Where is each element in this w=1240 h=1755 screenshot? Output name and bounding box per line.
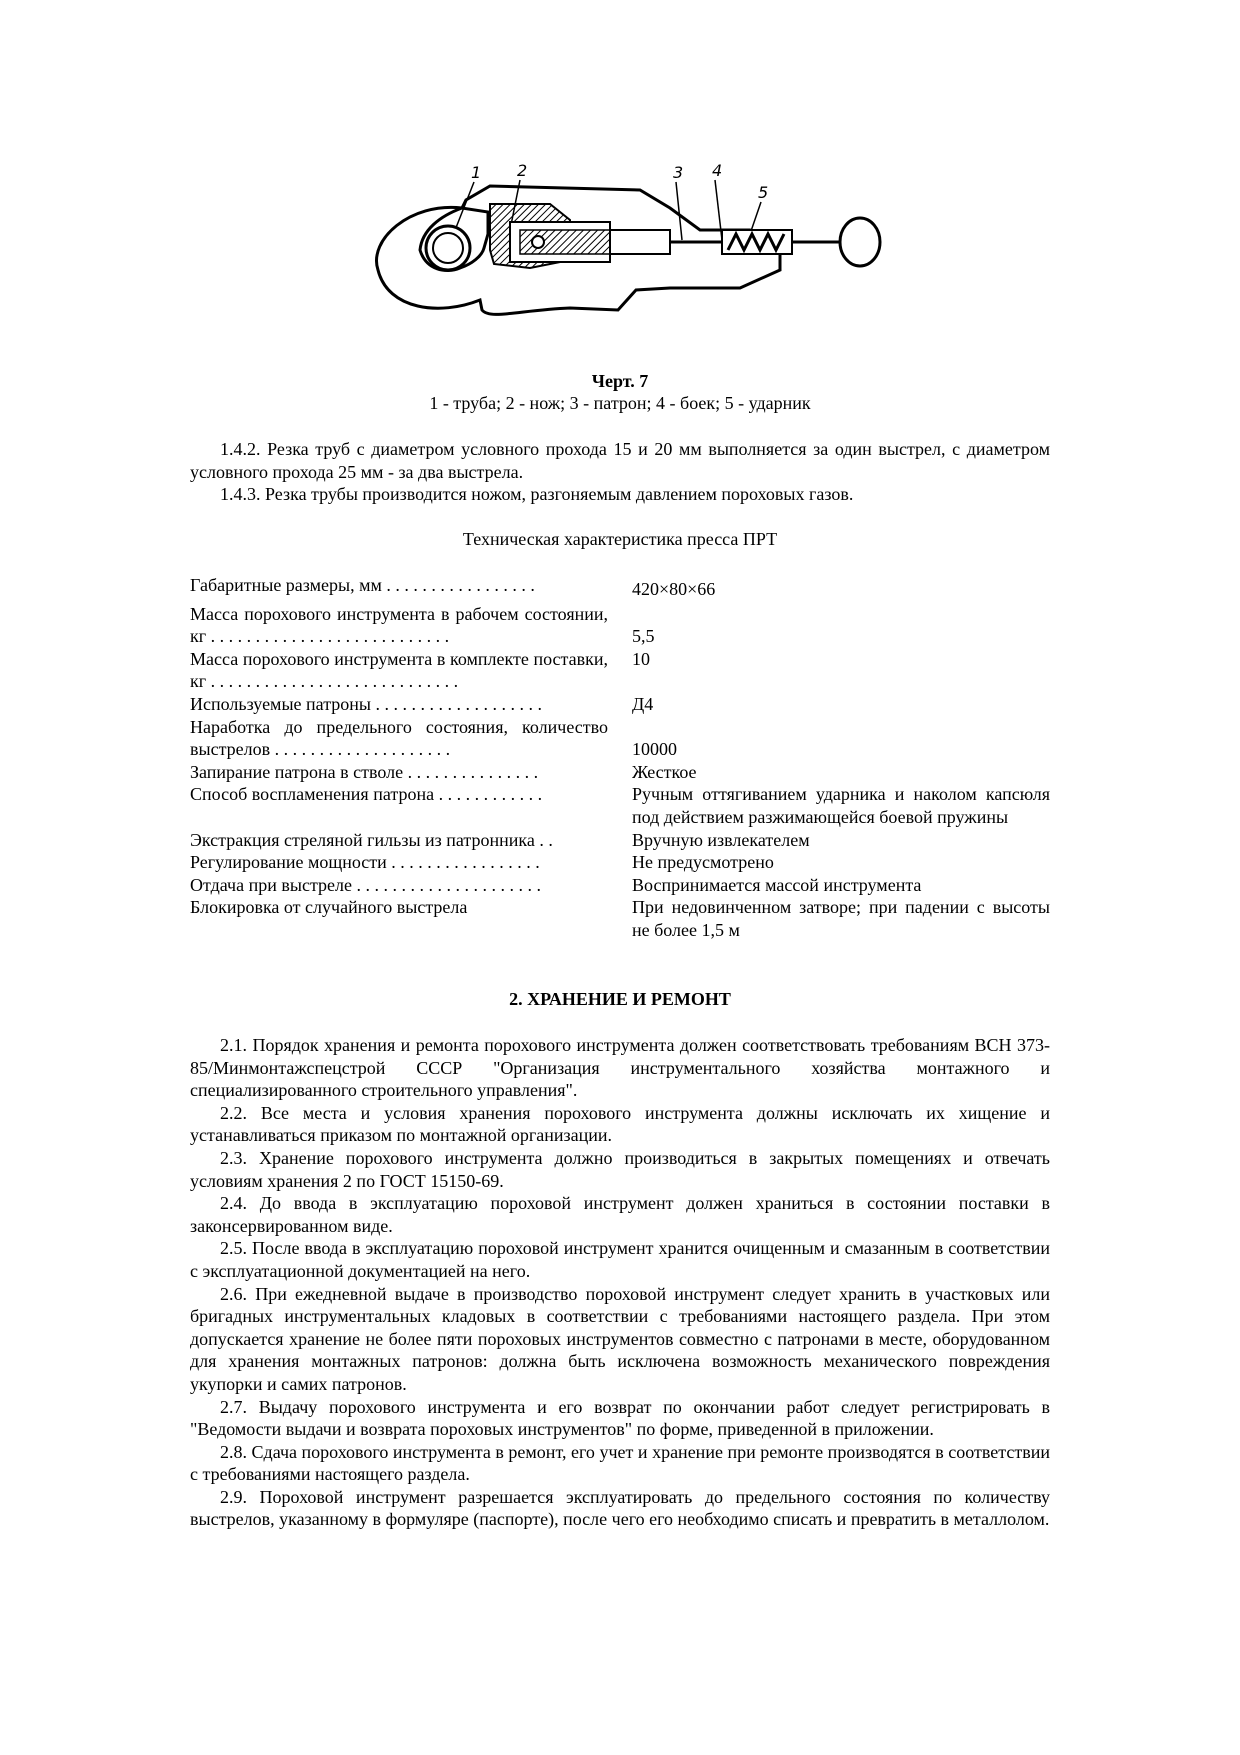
spec-label: Используемые патроны . . . . . . . . . . . . . . . . . . .	[190, 693, 543, 714]
spec-value: Ручным оттягиванием ударника и наколом капсюля под действием разжимающейся боевой пружины	[632, 784, 1050, 827]
spec-value: Жесткое	[632, 761, 697, 782]
callout-4: 4	[712, 161, 723, 180]
spec-label: Регулирование мощности . . . . . . . . . . . . . . . . .	[190, 852, 540, 873]
spec-row	[190, 761, 1050, 784]
spec-row	[190, 829, 1050, 852]
spec-row	[190, 603, 1050, 648]
figure-title: Черт. 7	[591, 371, 649, 391]
pipe-inner-circle	[433, 233, 463, 263]
spec-row	[190, 874, 1050, 897]
spec-row	[190, 693, 1050, 716]
spec-label: Способ воспламенения патрона . . . . . . . . . . . .	[190, 784, 543, 805]
spec-row	[190, 783, 1050, 828]
spec-label: Экстракция стреляной гильзы из патронника . .	[190, 829, 553, 850]
cartridge-shape	[610, 230, 670, 254]
spec-label: Запирание патрона в стволе . . . . . . . . . . . . . . .	[190, 761, 539, 782]
callout-3: 3	[673, 163, 684, 182]
paragraph-2-3: 2.3. Хранение порохового инструмента должно производиться в закрытых помещениях и отвечать условиям хранения 2 по ГОСТ 15150-69.	[190, 1147, 1050, 1191]
paragraph-2-7: 2.7. Выдачу порохового инструмента и его возврат по окончании работ следует регистрировать в "Ведомости выдачи и возврата пороховых инструментов" по форме, приведенной в приложении.	[190, 1396, 1050, 1440]
press-drawing	[370, 160, 910, 350]
barrel-bolt	[532, 236, 544, 248]
paragraph-2-2: 2.2. Все места и условия хранения порохового инструмента должны исключать их хищение и устанавливаться приказом по монтажной организации.	[190, 1102, 1050, 1146]
spec-label: Наработка до предельного состояния, количество выстрелов . . . . . . . . . . . . . . . . . . . .	[190, 716, 608, 760]
spec-row	[190, 716, 1050, 761]
spec-label: Отдача при выстреле . . . . . . . . . . . . . . . . . . . . .	[190, 874, 541, 895]
spec-row	[190, 574, 1050, 601]
spec-value: Вручную извлекателем	[632, 829, 810, 850]
spec-value: Не предусмотрено	[632, 852, 774, 873]
spec-row	[190, 896, 1050, 941]
paragraph-2-8: 2.8. Сдача порохового инструмента в ремонт, его учет и хранение при ремонте производятся в соответствии с требованиями настоящего раздела.	[190, 1441, 1050, 1485]
spec-value: 10	[632, 648, 650, 669]
spec-value: 10000	[632, 739, 677, 760]
spec-label: Масса порохового инструмента в рабочем состоянии, кг . . . . . . . . . . . . . . . . . . . . . . . . . . .	[190, 603, 608, 647]
spec-value: Д4	[632, 693, 654, 714]
spec-label: Масса порохового инструмента в комплекте поставки, кг . . . . . . . . . . . . . . . . . . . . . . . . . . . .	[190, 648, 608, 692]
spec-value: Воспринимается массой инструмента	[632, 874, 922, 895]
striker-knob	[840, 218, 880, 266]
section-body	[190, 1034, 1050, 1531]
paragraph-2-4: 2.4. До ввода в эксплуатацию пороховой инструмент должен храниться в состоянии поставки в законсервированном виде.	[190, 1193, 1050, 1236]
spec-row	[190, 851, 1050, 874]
spec-label: Блокировка от случайного выстрела	[190, 897, 468, 918]
spec-value: 420×80×66	[632, 579, 716, 599]
callout-5: 5	[758, 183, 769, 202]
paragraph-1-4-3: 1.4.3. Резка трубы производится ножом, разгоняемым давлением пороховых газов.	[220, 484, 854, 505]
spec-value: При недовинченном затворе; при падении с высоты не более 1,5 м	[632, 897, 1050, 940]
intro-text	[190, 438, 1050, 506]
callout-2: 2	[517, 161, 528, 180]
callout-1: 1	[471, 163, 482, 182]
spec-label: Габаритные размеры, мм . . . . . . . . . . . . . . . . .	[190, 575, 535, 595]
paragraph-2-1: 2.1. Порядок хранения и ремонта порохового инструмента должен соответствовать требованиям ВСН 373-85/Минмонтажспецстрой СССР "Организация инструментального хозяйства монтажного и специализированного строительного управления".	[190, 1035, 1050, 1101]
figure-legend: 1 - труба; 2 - нож; 3 - патрон; 4 - боек; 5 - ударник	[429, 393, 811, 413]
press-drawing-svg	[370, 160, 910, 350]
paragraph-1-4-2: 1.4.2. Резка труб с диаметром условного прохода 15 и 20 мм выполняется за один выстрел, с диаметром условного прохода 25 мм - за два выстрела.	[190, 439, 1050, 482]
spec-title: Техническая характеристика пресса ПРТ	[462, 529, 778, 549]
spec-row	[190, 648, 1050, 693]
paragraph-2-9: 2.9. Пороховой инструмент разрешается эксплуатировать до предельного состояния по количеству выстрелов, указанному в формуляре (паспорте), после чего его необходимо списать и превратить в металлолом.	[190, 1486, 1050, 1530]
paragraph-2-5: 2.5. После ввода в эксплуатацию пороховой инструмент хранится очищенным и смазанным в соответствии с эксплуатационной документацией на него.	[190, 1238, 1050, 1281]
spec-table	[190, 574, 1050, 942]
section-title: 2. ХРАНЕНИЕ И РЕМОНТ	[509, 989, 731, 1009]
paragraph-2-6: 2.6. При ежедневной выдаче в производство пороховой инструмент следует хранить в участковых или бригадных инструментальных кладовых в соответствии с требованиями настоящего раздела. При этом допускается хранение не более пяти пороховых инструментов совместно с патронами в месте, оборудованном для хранения монтажных патронов: должна быть исключена возможность механического повреждения укупорки и самих патронов.	[190, 1283, 1050, 1394]
spec-value: 5,5	[632, 626, 655, 647]
